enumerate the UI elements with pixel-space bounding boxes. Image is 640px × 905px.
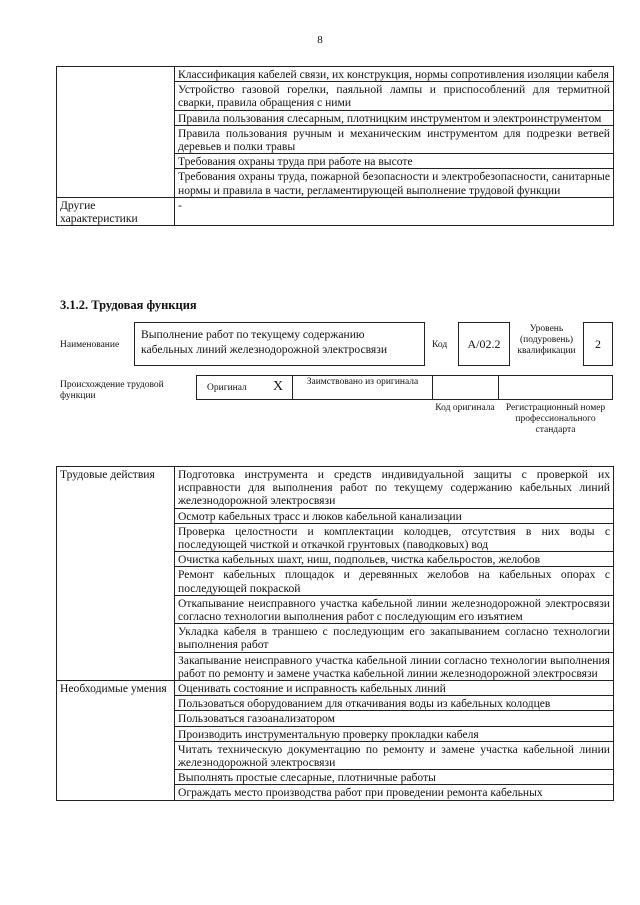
row-item: Проверка целостности и комплектации колодцев, отсутствия в них воды с последующей чисткой и откачкой грунтовых (паводковых) вод	[175, 523, 614, 551]
borrowed-label: Заимствовано из оригинала	[306, 377, 419, 387]
row-item: Ограждать место производства работ при проведении ремонта кабельных	[175, 785, 614, 800]
row-item: Осмотр кабельных трасс и люков кабельной канализации	[175, 508, 614, 523]
table-row	[57, 681, 614, 696]
table-row	[57, 197, 614, 225]
row-label: Необходимые умения	[57, 681, 175, 801]
row-item: Правила пользования ручным и механическим инструментом для подрезки ветвей деревьев и полки травы	[175, 125, 614, 153]
row-item: Требования охраны труда, пожарной безопасности и электробезопасности, санитарные нормы и правила в части, регламентирующей выполнение трудовой функции	[175, 169, 614, 197]
row-item: Закапывание неисправного участка кабельной линии согласно технологии выполнения работ по ремонту и замене участка кабельной линии железнодорожной электросвязи	[175, 652, 614, 680]
row-item: Ремонт кабельных площадок и деревянных желобов на кабельных опорах с последующей покраской	[175, 567, 614, 595]
row-label: Другие характеристики	[57, 197, 175, 225]
function-code-box: A/02.2	[458, 322, 510, 366]
origin-label: Происхождение трудовой функции	[60, 380, 164, 401]
borrowed-cell	[293, 376, 433, 399]
original-code-cell	[433, 376, 499, 399]
qualification-level-label: Уровень (подуровень) квалификации	[517, 324, 576, 356]
row-item: Классификация кабелей связи, их конструкция, нормы сопротивления изоляции кабеля	[175, 67, 614, 82]
original-code-caption: Код оригинала	[435, 403, 495, 413]
row-item: Оценивать состояние и исправность кабельных линий	[175, 681, 614, 696]
row-item: Читать техническую документацию по ремонту и замене участка кабельной линии железнодорожной электросвязи	[175, 741, 614, 769]
row-label	[57, 67, 175, 198]
section-heading: 3.1.2. Трудовая функция	[60, 298, 197, 312]
row-item: Правила пользования слесарным, плотницким инструментом и электроинструментом	[175, 110, 614, 125]
original-cell	[197, 376, 293, 399]
row-item: Пользоваться газоанализатором	[175, 711, 614, 726]
table-row	[57, 467, 614, 509]
row-item: Производить инструментальную проверку прокладки кабеля	[175, 726, 614, 741]
row-item: Требования охраны труда при работе на высоте	[175, 154, 614, 169]
registration-number-cell	[499, 376, 612, 399]
row-item: Пользоваться оборудованием для откачивания воды из кабельных колодцев	[175, 696, 614, 711]
registration-number-caption: Регистрационный номер профессионального стандарта	[505, 403, 606, 435]
row-label: Трудовые действия	[57, 467, 175, 681]
row-item: -	[175, 197, 614, 225]
qualification-level-box: 2	[583, 322, 613, 366]
row-item: Укладка кабеля в траншею с последующим его закапыванием согласно технологии выполнения работ	[175, 624, 614, 652]
code-label: Код	[432, 340, 448, 350]
page-number: 8	[317, 34, 323, 46]
origin-strip	[196, 375, 613, 400]
knowledge-table	[56, 66, 614, 226]
name-label: Наименование	[60, 340, 120, 350]
table-row	[57, 67, 614, 82]
original-mark: X	[273, 379, 284, 394]
row-item: Подготовка инструмента и средств индивидуальной защиты с проверкой их исправности для выполнения работ по текущему содержанию кабельных линий железнодорожной электросвязи	[175, 467, 614, 509]
row-item: Выполнять простые слесарные, плотничные работы	[175, 770, 614, 785]
row-item: Устройство газовой горелки, паяльной лампы и приспособлений для термитной сварки, правила обращения с ними	[175, 82, 614, 110]
row-item: Очистка кабельных шахт, ниш, подпольев, чистка кабельростов, желобов	[175, 552, 614, 567]
labor-actions-table	[56, 466, 614, 801]
function-name-box: Выполнение работ по текущему содержанию кабельных линий железнодорожной электросвязи	[134, 322, 425, 366]
row-item: Откапывание неисправного участка кабельной линии железнодорожной электросвязи согласно технологии выполнения работ с последующим его изъятием	[175, 595, 614, 623]
original-label: Оригинал	[207, 383, 247, 393]
